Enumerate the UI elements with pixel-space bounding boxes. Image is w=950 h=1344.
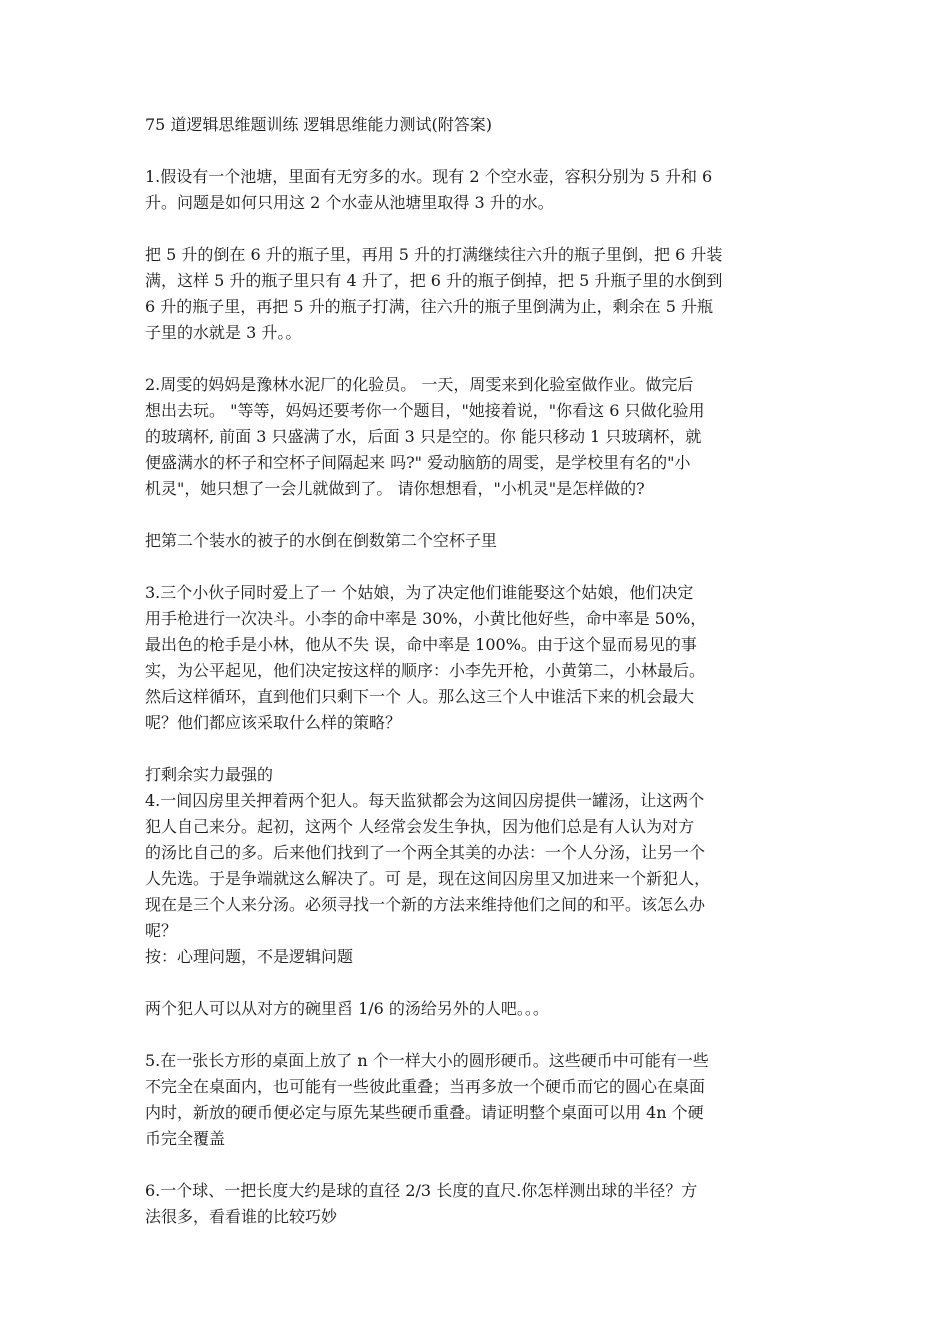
- answer-4: [145, 996, 815, 1022]
- spacer: [145, 502, 815, 528]
- spacer: [145, 346, 815, 372]
- question-2: [145, 372, 815, 502]
- question-line: 实，为公平起见，他们决定按这样的顺序：小李先开枪，小黄第二，小林最后。: [145, 661, 706, 680]
- question-5: [145, 1048, 815, 1152]
- question-line: 3.三个小伙子同时爱上了一 个姑娘，为了决定他们谁能娶这个姑娘，他们决定: [145, 583, 694, 602]
- question-line: 呢？: [145, 921, 178, 940]
- spacer: [145, 736, 815, 762]
- spacer: [145, 138, 815, 164]
- document-title: 75 道逻辑思维题训练 逻辑思维能力测试(附答案): [145, 115, 493, 134]
- answer-line: 打剩余实力最强的: [145, 765, 274, 784]
- question-line: 然后这样循环，直到他们只剩下一个 人。那么这三个人中谁活下来的机会最大: [145, 687, 695, 706]
- question-line: 法很多，看看谁的比较巧妙: [145, 1207, 338, 1226]
- question-line: 6.一个球、一把长度大约是球的直径 2/3 长度的直尺.你怎样测出球的半径？方: [145, 1181, 698, 1200]
- question-3: [145, 580, 815, 736]
- answer-line: 把第二个装水的被子的水倒在倒数第二个空杯子里: [145, 531, 498, 550]
- answer-line: 6 升的瓶子里，再把 5 升的瓶子打满，往六升的瓶子里倒满为止，剩余在 5 升瓶: [145, 297, 713, 316]
- spacer: [145, 216, 815, 242]
- answer-line: 两个犯人可以从对方的碗里舀 1/6 的汤给另外的人吧。。。: [145, 999, 549, 1018]
- question-line: 用手枪进行一次决斗。小李的命中率是 30%，小黄比他好些，命中率是 50%，: [145, 609, 707, 628]
- question-line: 内时，新放的硬币便必定与原先某些硬币重叠。请证明整个桌面可以用 4n 个硬: [145, 1103, 704, 1122]
- question-line: 便盛满水的杯子和空杯子间隔起来 吗?" 爱动脑筋的周雯，是学校里有名的"小: [145, 453, 691, 472]
- document-body: [145, 112, 815, 1230]
- question-line: 人先选。于是争端就这么解决了。可 是，现在这间囚房里又加进来一个新犯人，: [145, 869, 711, 888]
- question-1: [145, 164, 815, 216]
- spacer: [145, 1152, 815, 1178]
- question-line: 最出色的枪手是小林，他从不失 误，命中率是 100%。由于这个显而易见的事: [145, 635, 697, 654]
- question-line: 的玻璃杯, 前面 3 只盛满了水，后面 3 只是空的。你 能只移动 1 只玻璃杯，就: [145, 427, 702, 446]
- question-line: 的汤比自己的多。后来他们找到了一个两全其美的办法：一个人分汤，让另一个: [145, 843, 706, 862]
- spacer: [145, 1022, 815, 1048]
- question-line: 升。问题是如何只用这 2 个水壶从池塘里取得 3 升的水。: [145, 193, 554, 212]
- question-line: 5.在一张长方形的桌面上放了 n 个一样大小的圆形硬币。这些硬币中可能有一些: [145, 1051, 709, 1070]
- question-line: 4.一间囚房里关押着两个犯人。每天监狱都会为这间囚房提供一罐汤，让这两个: [145, 791, 705, 810]
- question-line: 2.周雯的妈妈是豫林水泥厂的化验员。 一天，周雯来到化验室做作业。做完后: [145, 375, 694, 394]
- question-line: 现在是三个人来分汤。必须寻找一个新的方法来维持他们之间的和平。该怎么办: [145, 895, 706, 914]
- answer-line: 满，这样 5 升的瓶子里只有 4 升了，把 6 升的瓶子倒掉，把 5 升瓶子里的水倒到: [145, 271, 723, 290]
- question-6: [145, 1178, 815, 1230]
- answer-1: [145, 242, 815, 346]
- question-line: 想出去玩。 "等等，妈妈还要考你一个题目，"她接着说，"你看这 6 只做化验用: [145, 401, 705, 420]
- question-line: 呢？他们都应该采取什么样的策略？: [145, 713, 402, 732]
- answer-line: 子里的水就是 3 升。。: [145, 323, 302, 342]
- question-note: 按：心理问题，不是逻辑问题: [145, 947, 354, 966]
- question-line: 1.假设有一个池塘，里面有无穷多的水。现有 2 个空水壶，容积分别为 5 升和 6: [145, 167, 713, 186]
- question-line: 币完全覆盖: [145, 1129, 226, 1148]
- answer-line: 把 5 升的倒在 6 升的瓶子里，再用 5 升的打满继续往六升的瓶子里倒，把 6 升装: [145, 245, 723, 264]
- spacer: [145, 554, 815, 580]
- answer-3: [145, 762, 815, 788]
- question-4: [145, 788, 815, 970]
- question-line: 不完全在桌面内，也可能有一些彼此重叠；当再多放一个硬币而它的圆心在桌面: [145, 1077, 706, 1096]
- answer-2: [145, 528, 815, 554]
- question-line: 犯人自己来分。起初，这两个 人经常会发生争执，因为他们总是有人认为对方: [145, 817, 695, 836]
- spacer: [145, 970, 815, 996]
- question-line: 机灵"，她只想了一会儿就做到了。 请你想想看，"小机灵"是怎样做的?: [145, 479, 645, 498]
